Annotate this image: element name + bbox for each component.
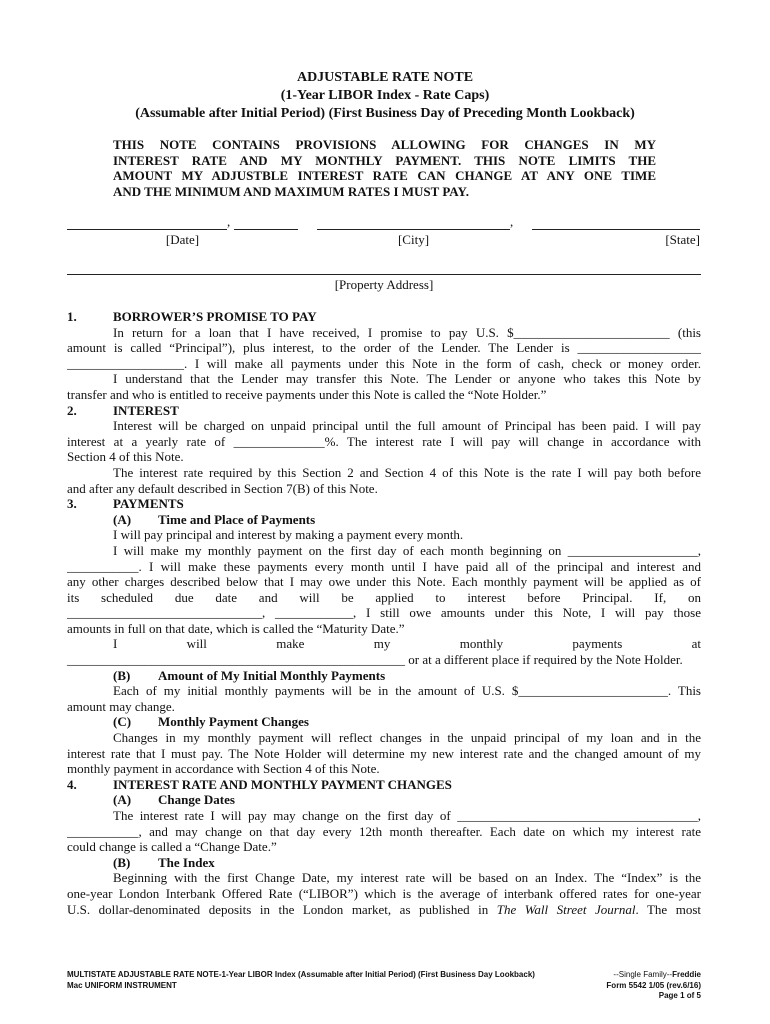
section-2-line: The interest rate required by this Section 2 and Section 4 of this Note is the rate I will pay both before [113,464,701,480]
section-4-line: U.S. dollar-denominated deposits in the London market, as published in The Wall Street Journal. The most [67,901,701,917]
date-label: [Date] [165,232,200,247]
state-label: [State] [665,232,700,247]
section-1-line: __________________. I will make all payments under this Note in the form of cash, check or money order. [67,355,701,371]
notice-line: INTEREST RATE AND MY MONTHLY PAYMENT. THIS NOTE LIMITS THE [113,152,656,168]
comma-separator: , [227,214,231,229]
section-4-line: could change is called a “Change Date.” [67,839,277,855]
section-3-line: its scheduled due date and will be applied to interest before Principal. If, on [67,589,701,605]
section-4-line: Beginning with the first Change Date, my interest rate will be based on an Index. The “Index” is the [113,870,701,886]
section-3-line: I will pay principal and interest by making a payment every month. [113,527,464,543]
subsection-heading-3c: (C) Monthly Payment Changes [113,714,309,730]
date-blank[interactable] [67,215,227,230]
footer-line-2: Mac UNIFORM INSTRUMENT Form 5542 1/05 (rev.6/16) [67,980,701,990]
city-blank[interactable] [317,215,510,230]
section-1-line: I understand that the Lender may transfer this Note. The Lender or anyone who takes this Note by [113,371,701,387]
subsection-heading-3a: (A) Time and Place of Payments [113,511,316,527]
state-blank[interactable] [532,215,700,230]
year-blank[interactable] [234,215,298,230]
notice-line: AND THE MINIMUM AND MAXIMUM RATES I MUST PAY. [113,183,469,199]
section-1-line: In return for a loan that I have received, I promise to pay U.S. $________________________ (this [113,324,701,340]
note-body [67,309,701,917]
subsection-heading-4b: (B) The Index [113,854,215,870]
section-heading-3: 3. PAYMENTS [67,496,184,512]
page-number: Page 1 of 5 [658,991,701,1000]
document-subtitle-2: (Assumable after Initial Period) (First Business Day of Preceding Month Lookback) [135,106,635,121]
section-3-line: monthly payment in accordance with Section 4 of this Note. [67,761,380,777]
section-3-line: I will make my monthly payment on the first day of each month beginning on ____________________, [113,542,701,558]
section-3-line: Each of my initial monthly payments will be in the amount of U.S. $_______________________. This [113,683,701,699]
subsection-heading-3b: (B) Amount of My Initial Monthly Payments [113,667,386,683]
section-4-line: one-year London Interbank Offered Rate (“LIBOR”) which is the average of interbank offered rates for one-year [67,885,701,901]
section-1-line: transfer and who is entitled to receive payments under this Note is called the “Note Holder.” [67,386,547,402]
section-3-line: ______________________________, ____________, I still owe amounts under this Note, I will pay those [67,605,701,621]
section-2-line: Section 4 of this Note. [67,449,184,465]
notice-paragraph [113,137,656,199]
comma-separator: , [510,214,514,229]
section-3-line: ___________. I will make these payments every month until I have paid all of the principal and interest and [67,558,701,574]
section-1-line: amount is called “Principal”), plus interest, to the order of the Lender. The Lender is ___________________ [67,340,701,356]
section-4-line: The interest rate I will pay may change on the first day of _____________________________________, [113,808,701,823]
section-3-line: I will make my monthly payments at [113,636,701,652]
section-2-line: and after any default described in Section 7(B) of this Note. [67,480,378,496]
section-2-line: interest at a yearly rate of ______________%. The interest rate I will pay will change in accordance with [67,433,701,449]
section-heading-1: 1. BORROWER’S PROMISE TO PAY [67,309,317,324]
footer-line-1: MULTISTATE ADJUSTABLE RATE NOTE-1-Year LIBOR Index (Assumable after Initial Period) (First Business Day Lookback) --Single Family--Freddie [67,970,701,979]
section-3-line: ____________________________________________________ or at a different place if required by the Note Holder. [67,652,683,668]
section-heading-4: 4. INTEREST RATE AND MONTHLY PAYMENT CHANGES [67,776,452,792]
section-heading-2: 2. INTEREST [67,402,179,418]
notice-line: THIS NOTE CONTAINS PROVISIONS ALLOWING FOR CHANGES IN MY [113,137,656,152]
subsection-heading-4a: (A) Change Dates [113,792,235,808]
section-3-line: amount may change. [67,698,175,714]
section-3-line: Changes in my monthly payment will reflect changes in the unpaid principal of my loan and in the [113,730,701,746]
document-subtitle: (1-Year LIBOR Index - Rate Caps) [280,88,490,103]
section-3-line: any other charges described below that I may owe under this Note. Each monthly payment will be applied as of [67,574,701,590]
notice-line: AMOUNT MY ADJUSTBLE INTEREST RATE CAN CHANGE AT ANY ONE TIME [113,168,656,184]
publication-name: The Wall Street Journal [496,901,636,917]
section-4-line: ___________, and may change on that day every 12th month thereafter. Each date on which my interest rate [67,823,701,839]
section-3-line: amounts in full on that date, which is called the “Maturity Date.” [67,620,405,636]
section-2-line: Interest will be charged on unpaid principal until the full amount of Principal has been paid. I will pay [113,418,701,434]
property-address-blank[interactable] [67,262,701,275]
document-title-block [0,69,770,123]
city-label: [City] [397,232,430,247]
page-footer [67,970,701,1002]
date-city-state-row [67,215,701,249]
section-3-line: interest rate that I must pay. The Note Holder will determine my new interest rate and the changed amount of my [67,745,701,761]
property-address-label: [Property Address] [334,277,434,292]
document-title: ADJUSTABLE RATE NOTE [296,70,474,85]
